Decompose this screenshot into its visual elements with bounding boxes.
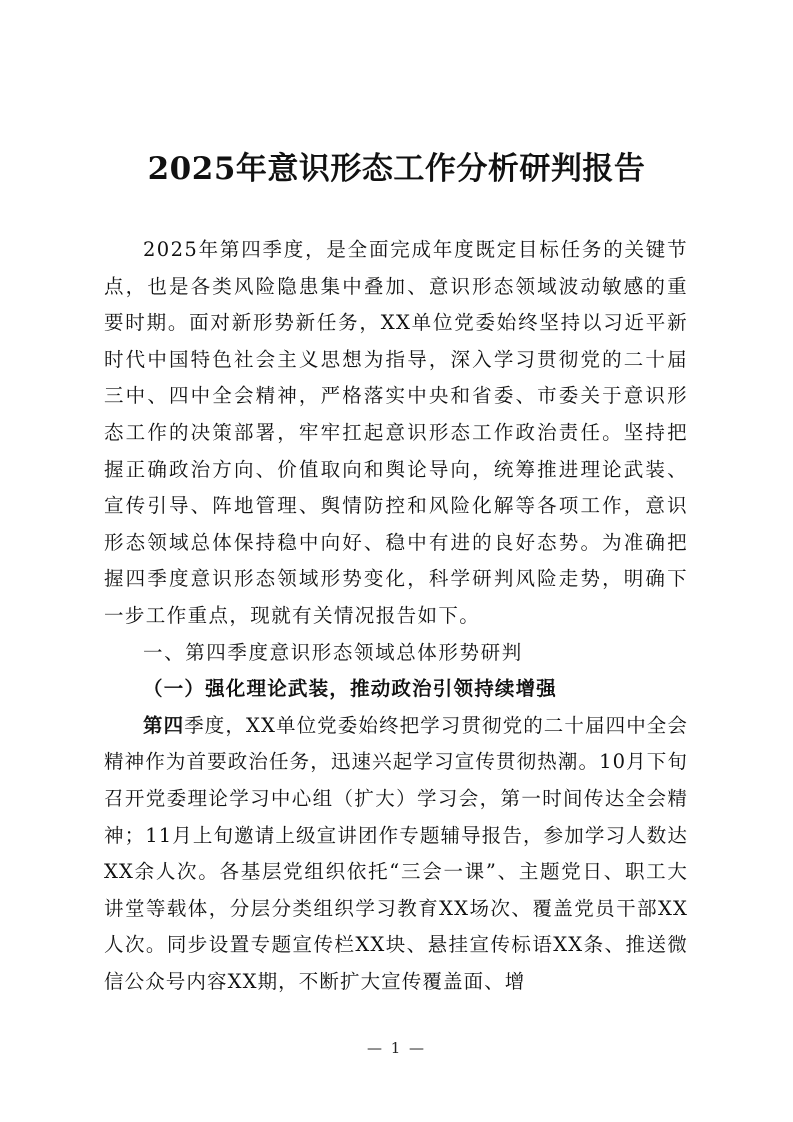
page-number: — 1 — (366, 1039, 427, 1057)
paragraph-text: 季度，XX单位党委始终把学习贯彻党的二十届四中全会精神作为首要政治任务，迅速兴起学习宣传贯彻热潮。10月下旬召开党委理论学习中心组（扩大）学习会，第一时间传达全会精神；11月上旬邀请上级宣讲团作专题辅导报告，参加学习人数达XX余人次。各基层党组织依托“三会一课”、主题党日、职工大讲堂等载体，分层分类组织学习教育XX场次、覆盖党员干部XX人次。同步设置专题宣传栏XX块、悬挂宣传标语XX条、推送微信公众号内容XX期，不断扩大宣传覆盖面、增 (104, 713, 688, 993)
body-paragraph (104, 708, 688, 1001)
subsection-heading: （一）强化理论武装，推动政治引领持续增强 (143, 677, 558, 701)
document-body (104, 232, 688, 1000)
paragraph-lead-text: 第四 (143, 713, 185, 737)
intro-paragraph: 2025年第四季度，是全面完成年度既定目标任务的关键节点，也是各类风险隐患集中叠加、意识形态领域波动敏感的重要时期。面对新形势新任务，XX单位党委始终坚持以习近平新时代中国特色社会主义思想为指导，深入学习贯彻党的二十届三中、四中全会精神，严格落实中央和省委、市委关于意识形态工作的决策部署，牢牢扛起意识形态工作政治责任。坚持把握正确政治方向、价值取向和舆论导向，统筹推进理论武装、宣传引导、阵地管理、舆情防控和风险化解等各项工作，意识形态领域总体保持稳中向好、稳中有进的良好态势。为准确把握四季度意识形态领域形势变化，科学研判风险走势，明确下一步工作重点，现就有关情况报告如下。 (104, 238, 688, 627)
document-title: 2025年意识形态工作分析研判报告 (147, 151, 646, 187)
section-heading: 一、第四季度意识形态领域总体形势研判 (143, 640, 523, 664)
